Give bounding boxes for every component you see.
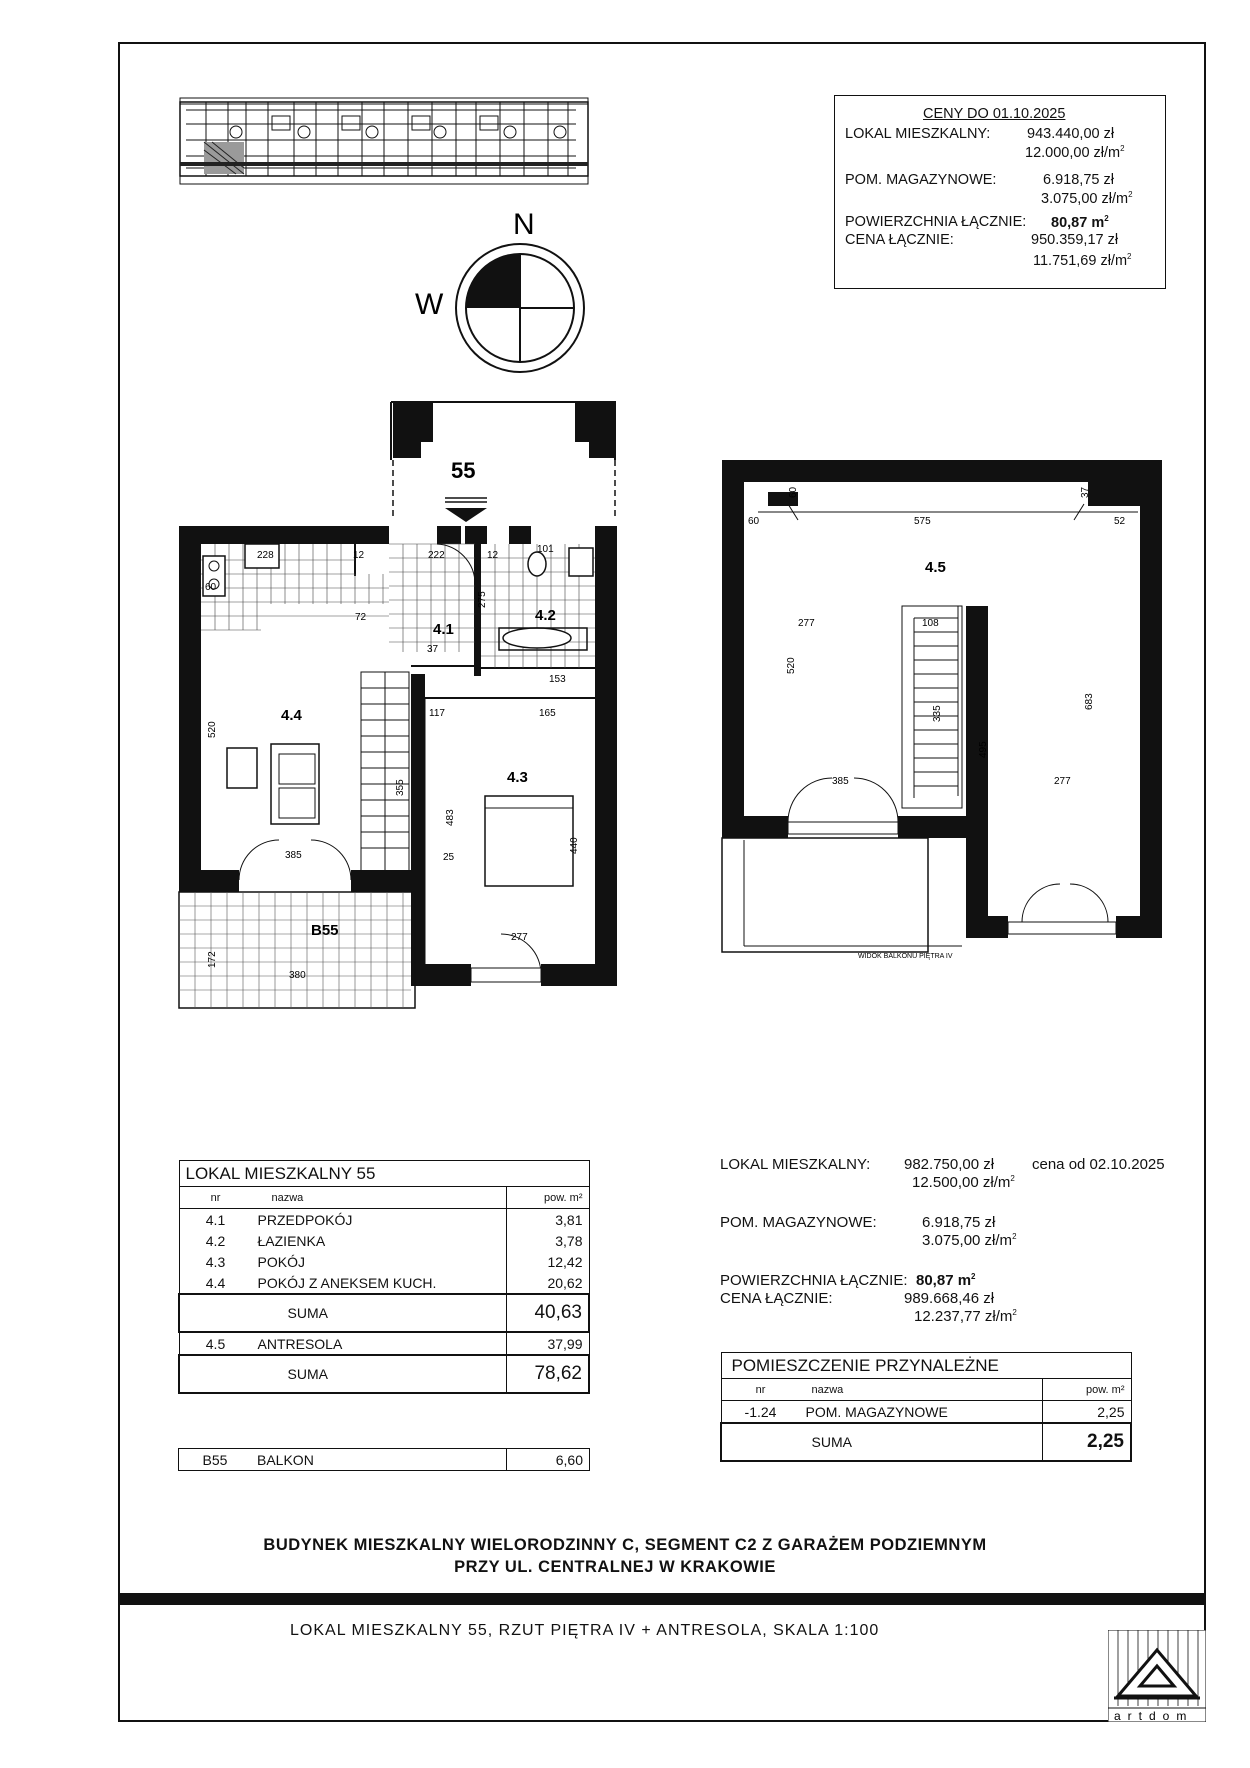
dim-37: 37 — [427, 644, 439, 655]
row-area: 12,42 — [506, 1251, 589, 1272]
dim-495: 495 — [978, 741, 989, 758]
balcony-area: 6,60 — [507, 1449, 590, 1471]
dim-228: 228 — [257, 550, 274, 561]
dim-101: 101 — [537, 544, 554, 555]
storage-row-nr: -1.24 — [744, 1403, 777, 1420]
after-magazyn-price: 6.918,75 zł — [922, 1214, 996, 1231]
price-block-after: LOKAL MIESZKALNY: 982.750,00 zł cena od 02.10.2025 12.500,00 $zł/m^2$ POM. MAGAZYNOWE: 6.918,75 zł 3.075,00 $zł/m^2$ POWIERZCHNIA ŁĄCZNIE: 80,87 $m^2$ CENA ŁĄCZNIE: 989.668,46 zł 12.237,77 $zł/m^2$ — [720, 1156, 1165, 1325]
row-nr: 4.4 — [205, 1274, 226, 1291]
dim-72: 72 — [355, 612, 367, 623]
compass-w: W — [415, 288, 444, 321]
magazyn-label: POM. MAGAZYNOWE: — [845, 172, 997, 188]
room-label-4-3: 4.3 — [507, 769, 528, 786]
total-label: CENA ŁĄCZNIE: — [845, 232, 954, 248]
key-plan — [176, 96, 592, 188]
storage-sum-value: 2,25 — [1042, 1423, 1131, 1461]
row-name: POKÓJ — [257, 1253, 305, 1270]
compass-n: N — [513, 208, 535, 241]
dim-520a: 520 — [207, 721, 218, 738]
balcony-view-caption: WIDOK BALKONU PIĘTRA IV — [858, 953, 953, 960]
dim-60b: 60 — [748, 516, 760, 527]
dim-37b: 37 — [1080, 486, 1091, 498]
after-lokal-price: 982.750,00 zł — [904, 1156, 995, 1173]
dim-385b: 385 — [832, 776, 849, 787]
dim-12a: 12 — [353, 550, 365, 561]
sum1-label: SUMA — [287, 1305, 328, 1321]
dim-275: 275 — [477, 591, 488, 608]
row-area: 20,62 — [506, 1272, 589, 1294]
dim-385a: 385 — [285, 850, 302, 861]
floor-plan-mezzanine — [718, 456, 1166, 962]
row-area: 3,78 — [506, 1230, 589, 1251]
col-area: pow. m² — [1042, 1379, 1131, 1401]
dim-222: 222 — [428, 550, 445, 561]
after-lokal-per-m2: 12.500,00 zł/m — [912, 1174, 1011, 1191]
row-name: ANTRESOLA — [257, 1335, 343, 1352]
room-label-4-1: 4.1 — [433, 621, 454, 638]
floor-plan-level-iv — [175, 398, 625, 1018]
balcony-name: BALKON — [257, 1451, 314, 1468]
dim-172: 172 — [207, 951, 218, 968]
dim-277b: 277 — [798, 618, 815, 629]
row-name: POKÓJ Z ANEKSEM KUCH. — [257, 1274, 437, 1291]
storage-sum-label: SUMA — [811, 1434, 852, 1450]
row-area: 37,99 — [506, 1332, 589, 1355]
lokal-price: 943.440,00 zł — [1027, 126, 1115, 142]
after-magazyn-label: POM. MAGAZYNOWE: — [720, 1214, 877, 1231]
col-name: nazwa — [811, 1383, 844, 1396]
dim-483: 483 — [445, 809, 456, 826]
col-name: nazwa — [271, 1191, 304, 1204]
area-value: 80,87 m — [1051, 214, 1105, 231]
col-nr: nr — [755, 1383, 766, 1396]
total-price: 950.359,17 zł — [1031, 232, 1119, 248]
compass — [410, 208, 600, 378]
magazyn-per-m2: 3.075,00 zł/m — [1041, 190, 1129, 207]
dim-165: 165 — [539, 708, 556, 719]
dim-25: 25 — [443, 852, 455, 863]
row-nr: 4.3 — [205, 1253, 226, 1270]
storage-title: POMIESZCZENIE PRZYNALEŻNE — [731, 1355, 999, 1375]
building-line-2: PRZY UL. CENTRALNEJ W KRAKOWIE — [454, 1558, 776, 1576]
unit-table — [178, 1160, 590, 1394]
dim-380: 380 — [289, 970, 306, 981]
sum2-label: SUMA — [287, 1366, 328, 1382]
row-name: ŁAZIENKA — [257, 1232, 326, 1249]
balcony-label: B55 — [311, 922, 339, 939]
row-area: 3,81 — [506, 1209, 589, 1231]
dim-355: 355 — [395, 779, 406, 796]
after-total-label: CENA ŁĄCZNIE: — [720, 1290, 833, 1307]
sum2-value: 78,62 — [506, 1355, 589, 1393]
dim-440: 440 — [569, 837, 580, 854]
row-name: PRZEDPOKÓJ — [257, 1211, 353, 1228]
row-nr: 4.5 — [205, 1335, 226, 1352]
col-nr: nr — [210, 1191, 221, 1204]
unit-table-title: LOKAL MIESZKALNY 55 — [185, 1163, 376, 1183]
divider-bar — [118, 1593, 1206, 1605]
dim-575: 575 — [914, 516, 931, 527]
after-magazyn-per-m2: 3.075,00 zł/m — [922, 1232, 1013, 1249]
dim-520b: 520 — [786, 657, 797, 674]
after-lokal-label: LOKAL MIESZKALNY: — [720, 1156, 871, 1173]
dim-117: 117 — [429, 708, 445, 719]
dim-60a: 60 — [205, 582, 217, 593]
room-label-4-4: 4.4 — [281, 707, 302, 724]
lokal-label: LOKAL MIESZKALNY: — [845, 126, 991, 142]
price-box-before: CENY DO 01.10.2025 LOKAL MIESZKALNY: 943.440,00 zł 12.000,00 $zł/m^2$ POM. MAGAZYNOWE: 6.918,75 zł 3.075,00 $zł/m^2$ POWIERZCHNIA ŁĄCZNIE: 80,87 $m^2$ CENA ŁĄCZNIE: 950.359,17 zł 11.751,69 $zł/m^2$ — [834, 95, 1166, 289]
total-per-m2: 11.751,69 zł/m — [1033, 252, 1128, 269]
after-total-per-m2: 12.237,77 zł/m — [914, 1308, 1013, 1325]
dim-12b: 12 — [487, 550, 499, 561]
balcony-table — [178, 1448, 590, 1471]
after-area-label: POWIERZCHNIA ŁĄCZNIE: — [720, 1272, 908, 1289]
dim-277c: 277 — [1054, 776, 1071, 787]
dim-52: 52 — [1114, 516, 1126, 527]
lokal-per-m2: 12.000,00 zł/m — [1025, 144, 1121, 161]
dim-277a: 277 — [511, 932, 528, 943]
row-nr: 4.2 — [205, 1232, 226, 1249]
unit-number-label: 55 — [451, 458, 476, 483]
row-nr: 4.1 — [205, 1211, 226, 1228]
storage-row-name: POM. MAGAZYNOWE — [805, 1403, 948, 1420]
room-label-4-5: 4.5 — [925, 559, 946, 576]
dim-335: 335 — [932, 705, 943, 722]
area-label: POWIERZCHNIA ŁĄCZNIE: — [845, 214, 1027, 230]
price-box-title: CENY DO 01.10.2025 — [923, 106, 1066, 122]
plan-caption: LOKAL MIESZKALNY 55, RZUT PIĘTRA IV + ANTRESOLA, SKALA 1:100 — [290, 1622, 880, 1639]
magazyn-price: 6.918,75 zł — [1043, 172, 1114, 188]
dim-60c: 60 — [788, 486, 799, 498]
after-total-price: 989.668,46 zł — [904, 1290, 995, 1307]
after-area-value: 80,87 m — [916, 1272, 972, 1289]
storage-row-area: 2,25 — [1042, 1401, 1131, 1424]
dim-153: 153 — [549, 674, 566, 685]
building-line-1: BUDYNEK MIESZKALNY WIELORODZINNY C, SEGMENT C2 Z GARAŻEM PODZIEMNYM — [263, 1536, 987, 1554]
artdom-logo — [1108, 1630, 1206, 1722]
storage-table — [720, 1352, 1132, 1462]
dim-108: 108 — [922, 618, 939, 629]
room-label-4-2: 4.2 — [535, 607, 556, 624]
col-area: pow. m² — [506, 1187, 589, 1209]
dim-683: 683 — [1084, 693, 1095, 710]
after-valid-from: cena od 02.10.2025 — [1032, 1156, 1165, 1173]
sum1-value: 40,63 — [506, 1294, 589, 1332]
logo-text: artdom — [1114, 1709, 1194, 1722]
balcony-nr: B55 — [202, 1451, 228, 1468]
